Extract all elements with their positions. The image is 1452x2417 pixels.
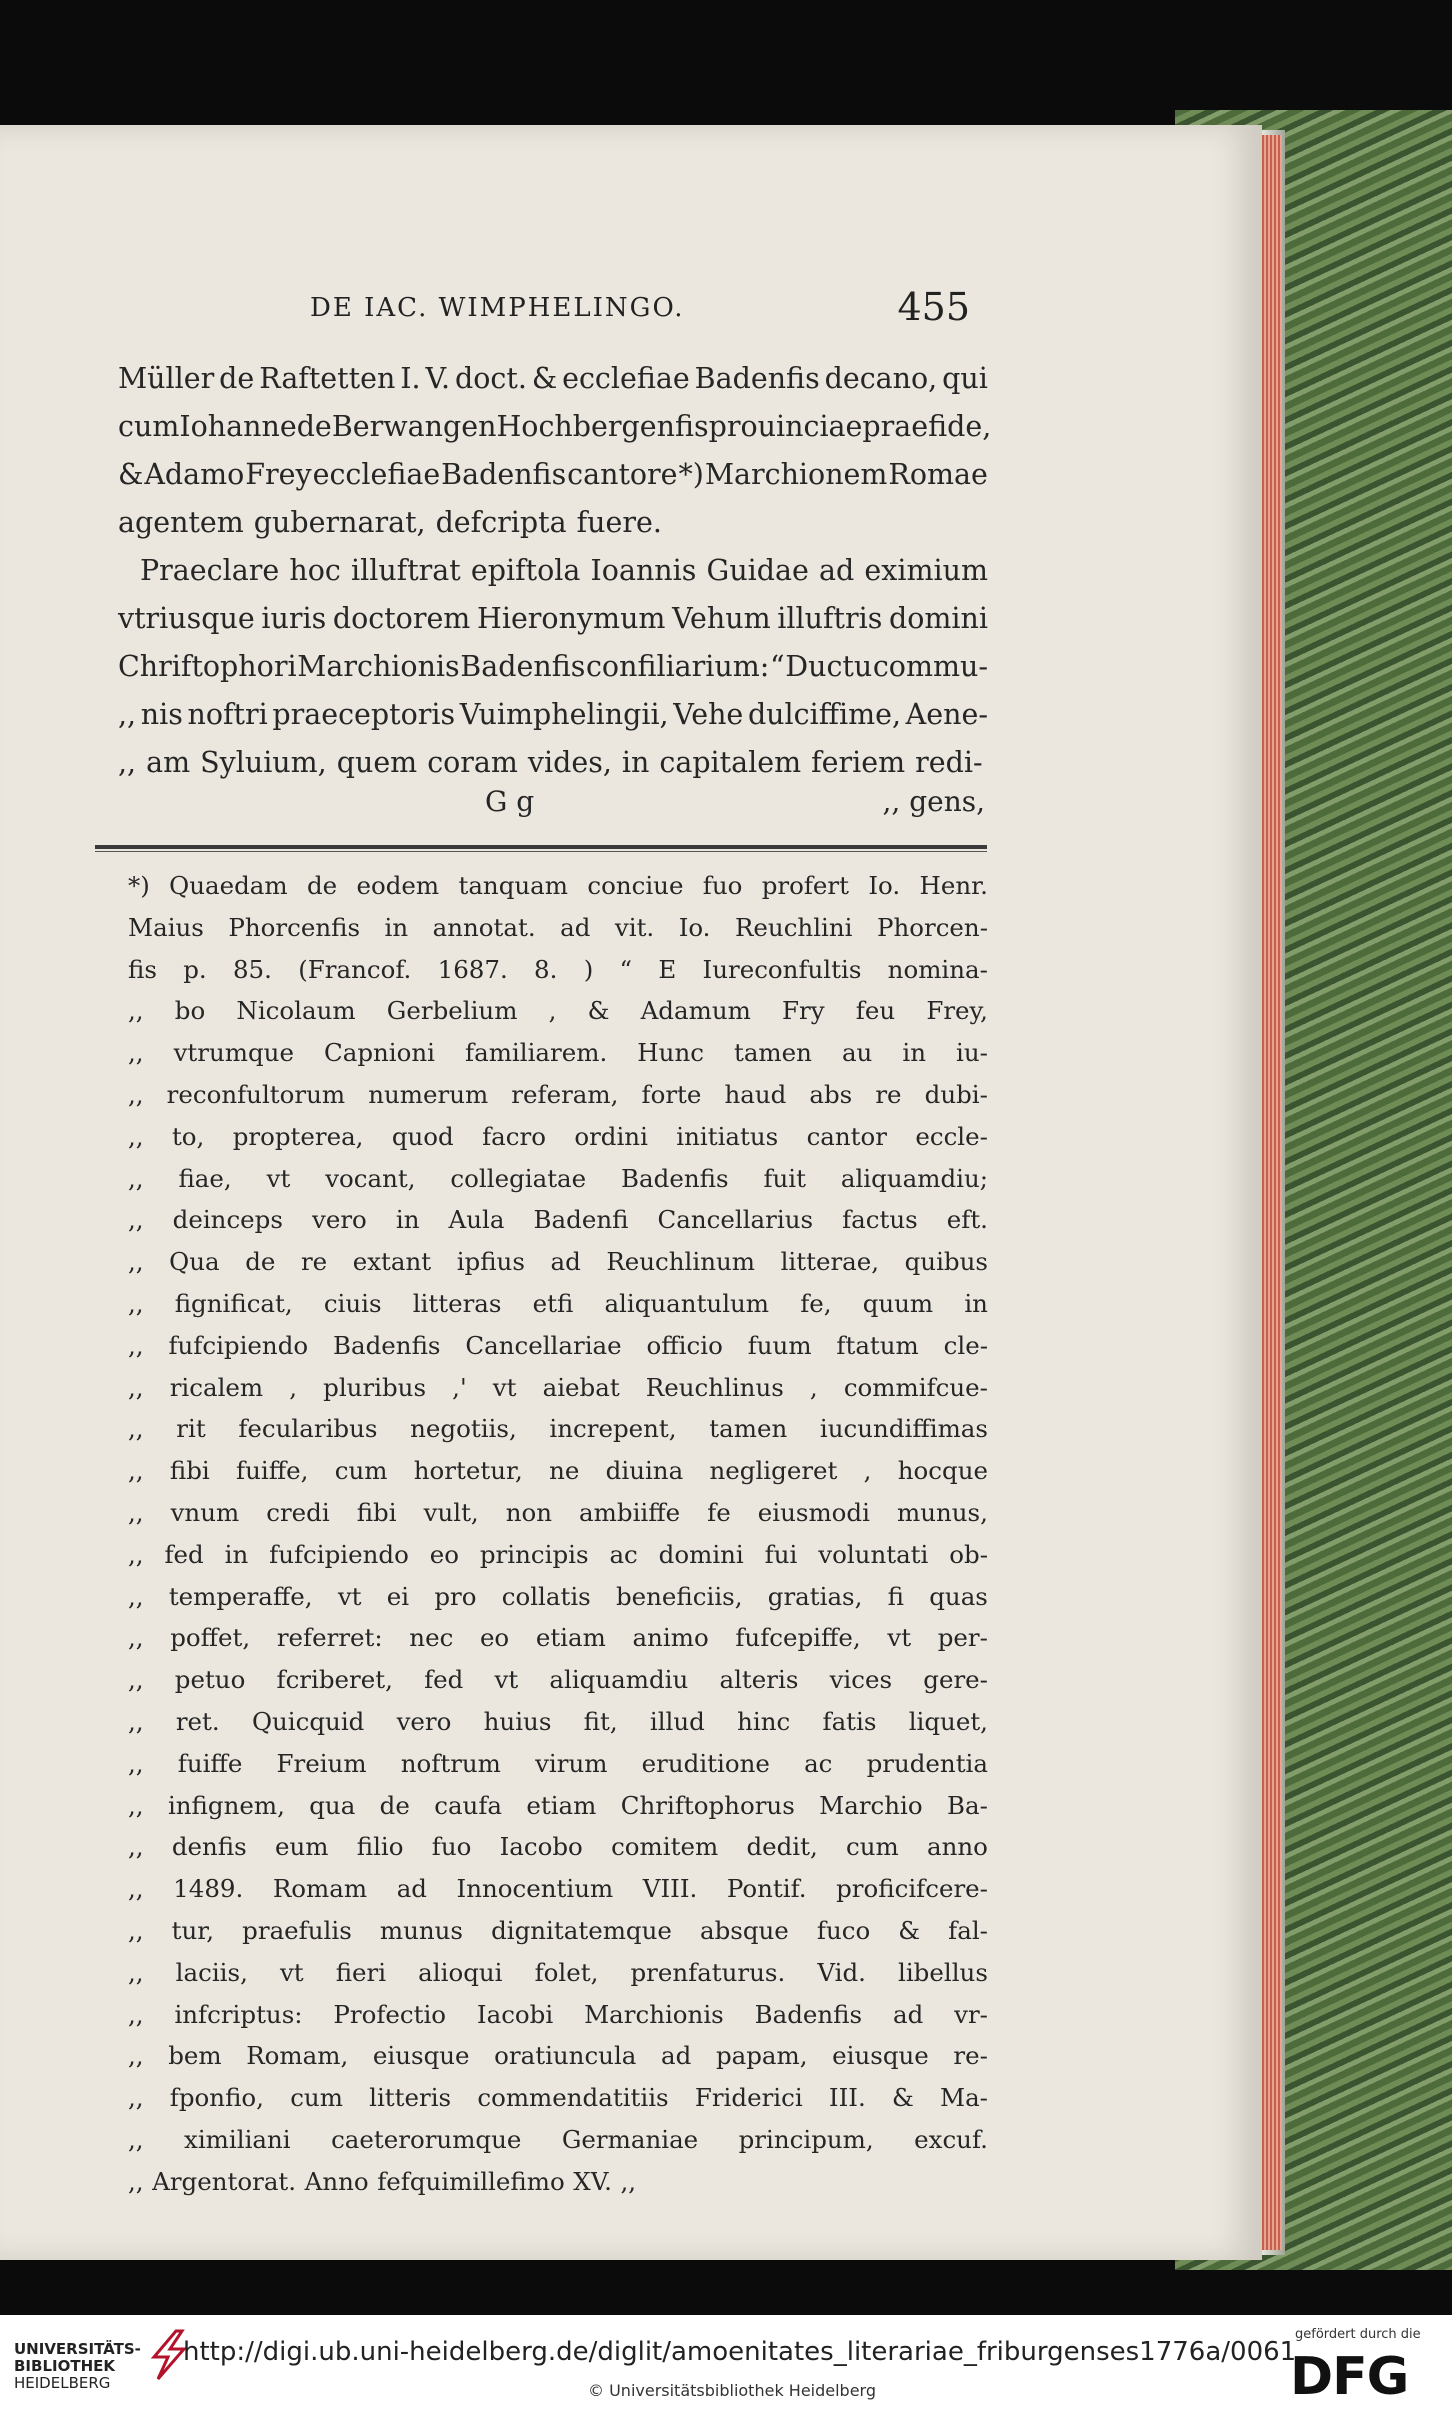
footnote-line: ,, denfis eum filio fuo Iacobo comitem dedit, cum anno	[128, 1832, 988, 1862]
footnote-line: Maius Phorcenfis in annotat. ad vit. Io. Reuchlini Phorcen-	[128, 912, 988, 942]
red-page-edges	[1262, 135, 1282, 2250]
footnote-line: ,, rit fecularibus negotiis, increpent, tamen iucundiffimas	[128, 1414, 988, 1444]
footnote-line: ,, laciis, vt fieri alioqui folet, prenfaturus. Vid. libellus	[128, 1957, 988, 1987]
text-line: Chriftophori Marchionis Badenfis confiliarium: “ Ductu commu-	[118, 650, 988, 683]
footnote-line: fis p. 85. (Francof. 1687. 8. ) “ E Iureconfultis nomina-	[128, 954, 988, 984]
footnote-line: ,, ret. Quicquid vero huius fit, illud hinc fatis liquet,	[128, 1706, 988, 1736]
footnote-line: ,, fed in fufcipiendo eo principis ac domini fui voluntati ob-	[128, 1539, 988, 1569]
footnote-line: ,, poffet, referret: nec eo etiam animo fufcepiffe, vt per-	[128, 1623, 988, 1653]
running-header	[310, 285, 970, 335]
library-name-line1: UNIVERSITÄTS-	[14, 2340, 141, 2358]
footnote-line: ,, reconfultorum numerum referam, forte haud abs re dubi-	[128, 1079, 988, 1109]
text-line: ,, am Syluium, quem coram vides, in capitalem feriem redi-	[118, 746, 983, 779]
viewer-footer	[0, 2315, 1452, 2417]
footnote-line: ,, Argentorat. Anno fefquimillefimo XV. ,,	[128, 2166, 637, 2196]
library-name	[14, 2341, 141, 2392]
footnote-text	[128, 865, 988, 2203]
footnote-line: ,, petuo fcriberet, fed vt aliquamdiu alteris vices gere-	[128, 1665, 988, 1695]
footnote-line: ,, infcriptus: Profectio Iacobi Marchionis Badenfis ad vr-	[128, 1999, 988, 2029]
library-name-line2: BIBLIOTHEK	[14, 2357, 115, 2375]
footnote-line: ,, vtrumque Capnioni familiarem. Hunc tamen au in iu-	[128, 1038, 988, 1068]
text-line: ,, nis noftri praeceptoris Vuimphelingii, Vehe dulciffime, Aene-	[118, 698, 988, 731]
footnote-line: ,, fiae, vt vocant, collegiatae Badenfis fuit aliquamdiu;	[128, 1163, 988, 1193]
footnote-line: ,, ricalem , pluribus ,' vt aiebat Reuchlinus , commifcue-	[128, 1372, 988, 1402]
text-line: cum Iohanne de Berwangen Hochbergenfis prouinciae praefide,	[118, 410, 992, 443]
running-title: DE IAC. WIMPHELINGO.	[310, 293, 685, 323]
footnote-line: ,, fufcipiendo Badenfis Cancellariae officio fuum ftatum cle-	[128, 1330, 988, 1360]
permalink-url[interactable]: http://digi.ub.uni-heidelberg.de/diglit/amoenitates_literariae_friburgenses1776a/0061	[183, 2337, 1297, 2367]
footnote-line: ,, to, propterea, quod facro ordini initiatus cantor eccle-	[128, 1121, 988, 1151]
footnote-line: ,, fuiffe Freium noftrum virum eruditione ac prudentia	[128, 1748, 988, 1778]
main-text	[118, 355, 992, 787]
text-line: Müller de Raftetten I. V. doct. & ecclefiae Badenfis decano, qui	[118, 362, 988, 395]
footnote-rule-thin	[95, 851, 987, 852]
footnote-line: ,, 1489. Romam ad Innocentium VIII. Pontif. proficifcere-	[128, 1874, 988, 1904]
text-line: Praeclare hoc illuftrat epiftola Ioannis Guidae ad eximium	[140, 554, 988, 587]
catchword: ,, gens,	[882, 785, 985, 818]
footnote-line: ,, fignificat, ciuis litteras etfi aliquantulum fe, quum in	[128, 1288, 988, 1318]
dfg-logo: DFG	[1290, 2347, 1409, 2407]
library-name-line3: HEIDELBERG	[14, 2374, 111, 2392]
signature-mark: G g	[485, 785, 535, 818]
footnote-line: ,, temperaffe, vt ei pro collatis beneficiis, gratias, fi quas	[128, 1581, 988, 1611]
page-number: 455	[897, 285, 970, 329]
catch-line	[465, 785, 985, 833]
text-line: agentem gubernarat, defcripta fuere.	[118, 506, 662, 539]
text-line: & Adamo Frey ecclefiae Badenfis cantore *) Marchionem Romae	[118, 458, 988, 491]
footnote-line: ,, deinceps vero in Aula Badenfi Cancellarius factus eft.	[128, 1205, 988, 1235]
footnote-line: ,, fponfio, cum litteris commendatitiis Friderici III. & Ma-	[128, 2083, 988, 2113]
footnote-line: ,, tur, praefulis munus dignitatemque absque fuco & fal-	[128, 1915, 988, 1945]
footnote-line: ,, ximiliani caeterorumque Germaniae principum, excuf.	[128, 2124, 988, 2154]
footnote-line: ,, fibi fuiffe, cum hortetur, ne diuina negligeret , hocque	[128, 1456, 988, 1486]
footnote-line: ,, bo Nicolaum Gerbelium , & Adamum Fry feu Frey,	[128, 996, 988, 1026]
footnote-line: *) Quaedam de eodem tanquam conciue fuo profert Io. Henr.	[128, 871, 988, 900]
footnote-line: ,, infignem, qua de caufa etiam Chriftophorus Marchio Ba-	[128, 1790, 988, 1820]
text-line: vtriusque iuris doctorem Hieronymum Vehum illuftris domini	[118, 602, 988, 635]
footnote-line: ,, Qua de re extant ipfius ad Reuchlinum litterae, quibus	[128, 1247, 988, 1277]
footnote-line: ,, bem Romam, eiusque oratiuncula ad papam, eiusque re-	[128, 2041, 988, 2071]
footnote-rule	[95, 845, 987, 849]
footnote-line: ,, vnum credi fibi vult, non ambiiffe fe eiusmodi munus,	[128, 1497, 988, 1527]
funder-note: gefördert durch die	[1295, 2327, 1421, 2342]
copyright-notice: © Universitätsbibliothek Heidelberg	[588, 2381, 877, 2400]
